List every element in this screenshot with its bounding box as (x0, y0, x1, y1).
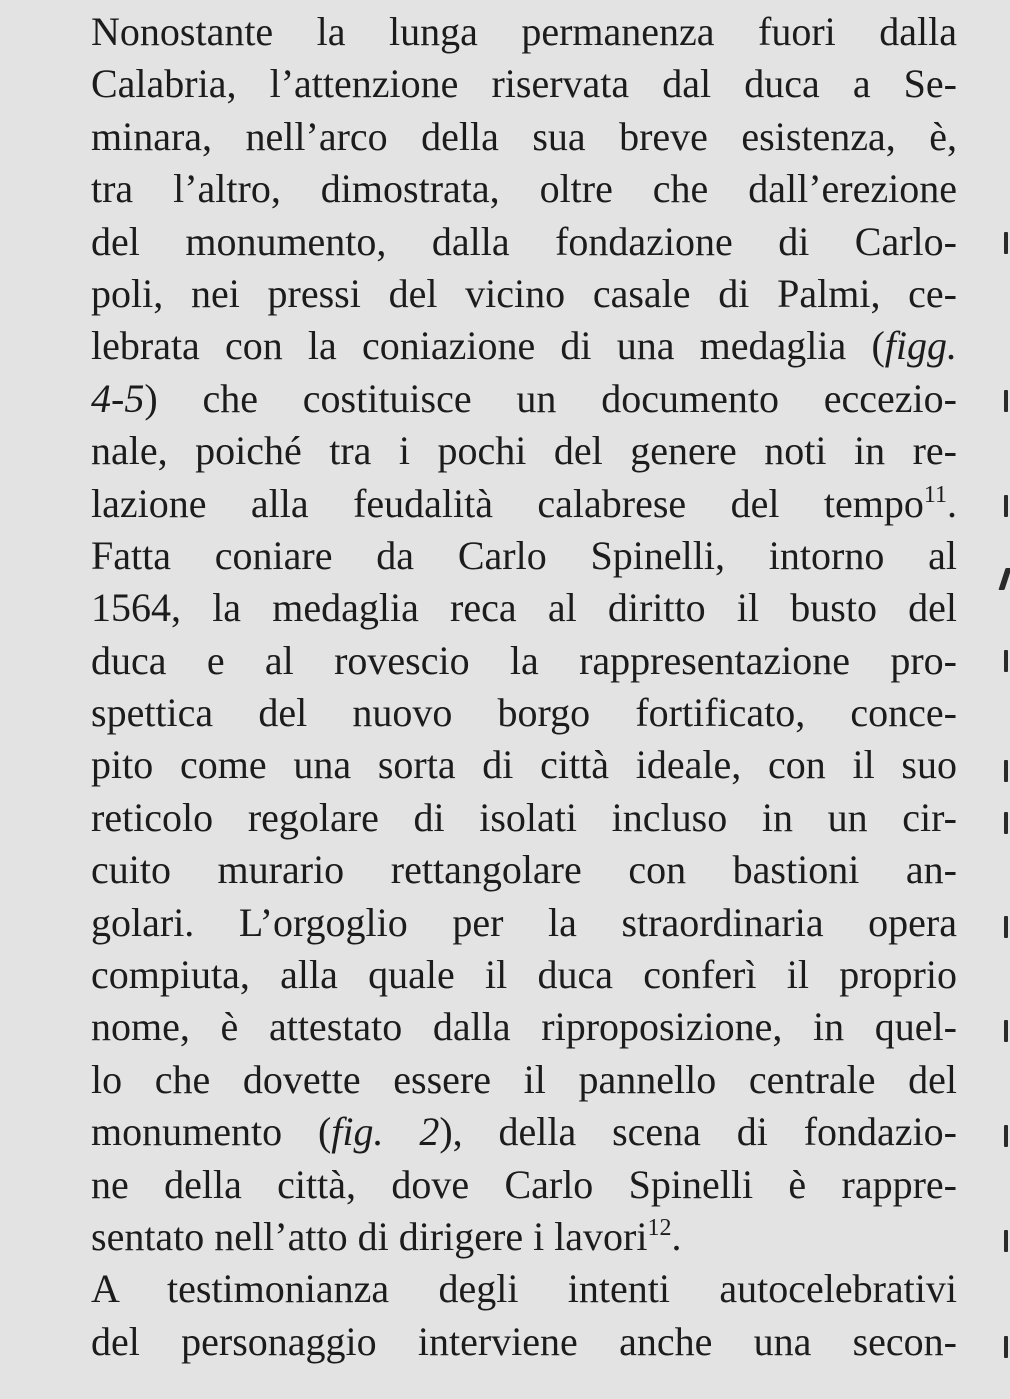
text-segment: ne della città, dove Carlo Spinelli è rappre- (91, 1161, 957, 1207)
text-segment: . (671, 1213, 682, 1259)
text-line (91, 1106, 957, 1158)
text-line (91, 1211, 957, 1263)
text-segment: ), della scena di fondazio- (439, 1109, 957, 1155)
edge-glyph (1004, 232, 1008, 254)
edge-glyph (1004, 390, 1008, 412)
text-line (91, 320, 957, 372)
figure-reference: 4-5 (91, 375, 145, 421)
text-line (91, 1001, 957, 1053)
text-segment: duca e al rovescio la rappresentazione pro- (91, 637, 957, 683)
text-line (91, 792, 957, 844)
edge-glyph (1004, 916, 1008, 938)
figure-reference: fig. 2 (331, 1109, 440, 1155)
text-segment: del monumento, dalla fondazione di Carlo- (91, 218, 957, 264)
text-segment: 1564, la medaglia reca al diritto il busto del (91, 585, 957, 631)
text-segment: poli, nei pressi del vicino casale di Palmi, ce- (91, 270, 957, 316)
text-line (91, 1316, 957, 1368)
text-segment: nale, poiché tra i pochi del genere noti in re- (91, 428, 957, 474)
text-segment: Calabria, l’attenzione riservata dal duca a Se- (91, 61, 957, 107)
text-line (91, 6, 957, 58)
text-segment: lo che dovette essere il pannello centrale del (91, 1056, 957, 1102)
text-line (91, 1054, 957, 1106)
text-line (91, 163, 957, 215)
text-line (91, 58, 957, 110)
text-line (91, 582, 957, 634)
text-line (91, 897, 957, 949)
edge-glyph (998, 568, 1010, 590)
text-segment: cuito murario rettangolare con bastioni an- (91, 847, 957, 893)
text-segment: nome, è attestato dalla riproposizione, in quel- (91, 1004, 957, 1050)
text-line (91, 1263, 957, 1315)
text-segment: lebrata con la coniazione di una medaglia ( (91, 323, 885, 369)
text-line (91, 111, 957, 163)
text-segment: monumento ( (91, 1109, 332, 1155)
text-segment: pito come una sorta di città ideale, con il suo (91, 742, 957, 788)
text-segment: tra l’altro, dimostrata, oltre che dall’erezione (91, 166, 957, 212)
edge-glyph (1004, 1230, 1008, 1252)
text-line (91, 216, 957, 268)
text-line (91, 373, 957, 425)
edge-glyph (1004, 812, 1008, 834)
text-segment: minara, nell’arco della sua breve esistenza, è, (91, 113, 957, 159)
text-segment: Nonostante la lunga permanenza fuori dalla (91, 9, 957, 54)
text-line (91, 478, 957, 530)
text-line (91, 530, 957, 582)
text-segment: . (947, 480, 957, 526)
footnote-marker: 11 (923, 481, 947, 508)
text-segment: compiuta, alla quale il duca conferì il proprio (91, 952, 957, 998)
text-line (91, 1159, 957, 1211)
figure-reference: figg. (884, 323, 957, 369)
text-segment: A testimonianza degli intenti autocelebrativi (91, 1266, 957, 1312)
adjacent-column-edge (998, 0, 1010, 1399)
text-line (91, 844, 957, 896)
edge-glyph (1004, 495, 1008, 517)
text-segment: Fatta coniare da Carlo Spinelli, intorno al (91, 532, 957, 578)
text-line (91, 268, 957, 320)
text-segment: golari. L’orgoglio per la straordinaria opera (91, 899, 957, 945)
text-segment: lazione alla feudalità calabrese del tempo (91, 480, 924, 526)
text-segment: ) che costituisce un documento eccezio- (144, 375, 957, 421)
text-line (91, 635, 957, 687)
edge-glyph (1004, 1336, 1008, 1358)
edge-glyph (1004, 1125, 1008, 1147)
text-column (91, 6, 957, 1368)
text-segment: reticolo regolare di isolati incluso in un cir- (91, 794, 957, 840)
text-line (91, 739, 957, 791)
text-line (91, 949, 957, 1001)
text-segment: spettica del nuovo borgo fortificato, conce- (91, 690, 957, 736)
edge-glyph (1004, 650, 1008, 672)
text-line (91, 687, 957, 739)
edge-glyph (1004, 1020, 1008, 1042)
footnote-marker: 12 (647, 1214, 672, 1241)
text-segment: del personaggio interviene anche una secon- (91, 1318, 957, 1364)
edge-glyph (1004, 760, 1008, 782)
text-segment: sentato nell’atto di dirigere i lavori (91, 1213, 648, 1259)
text-line (91, 425, 957, 477)
